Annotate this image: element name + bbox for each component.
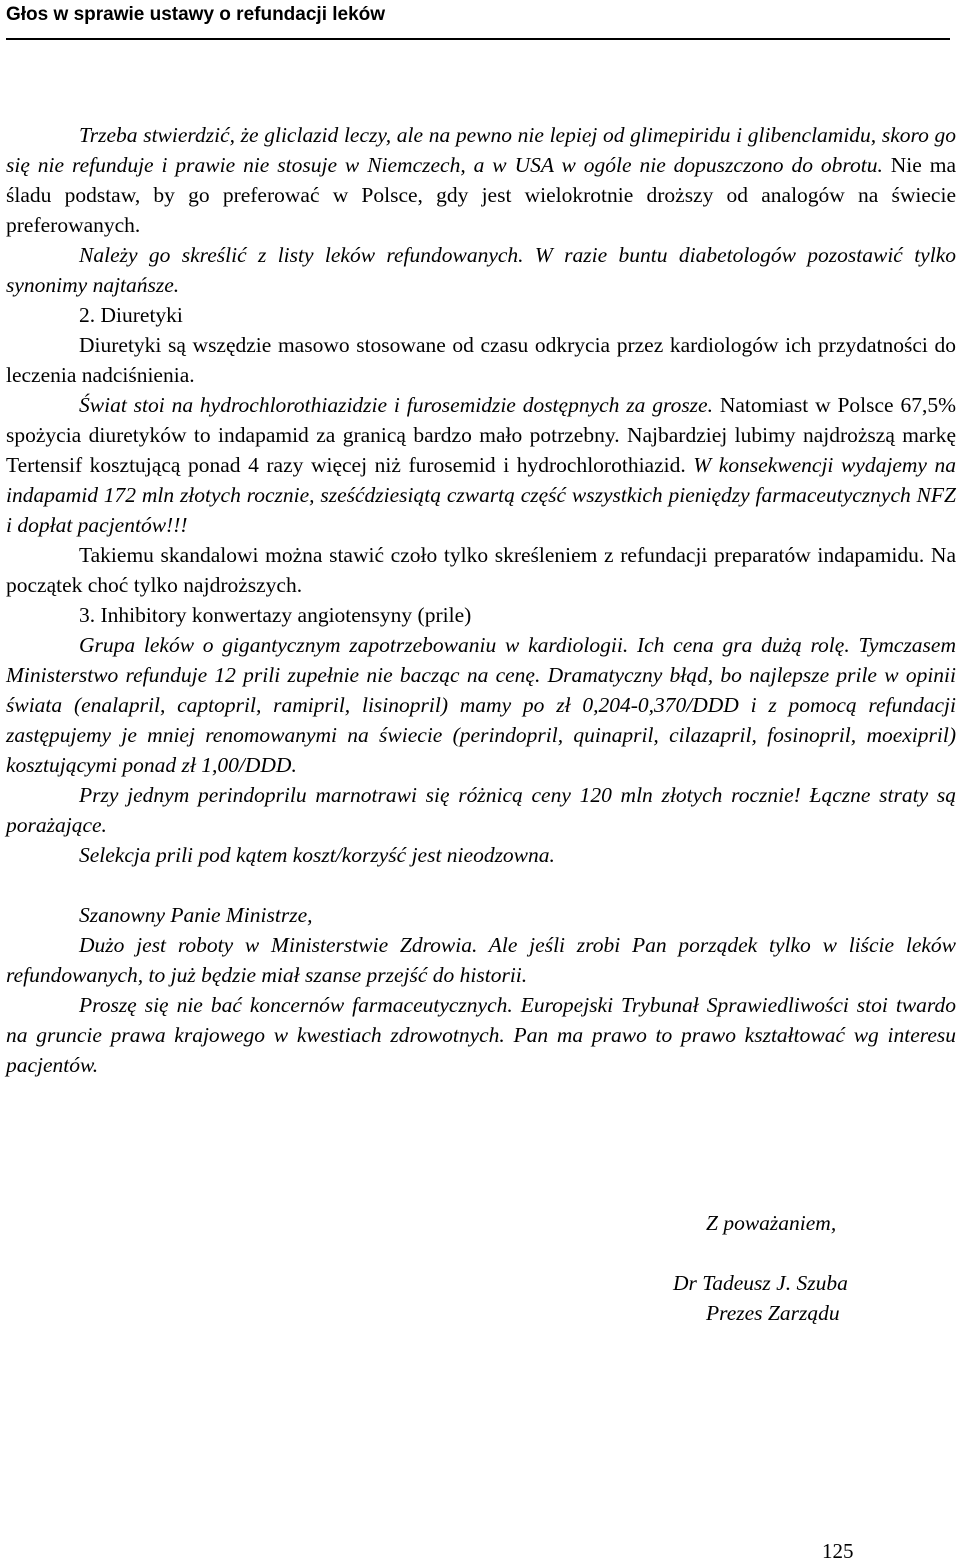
paragraph-indapamide	[6, 540, 956, 600]
paragraph-ace-inhibitors	[6, 630, 956, 780]
page-number: 125	[822, 1539, 854, 1563]
paragraph-perindopril: Przy jednym perindoprilu marnotrawi się różnicą ceny 120 mln złotych rocznie! Łączne straty są porażające.	[6, 783, 956, 837]
paragraph-part-a: Świat stoi na hydrochlorothiazidzie i furosemidzie dostępnych za grosze.	[79, 393, 720, 417]
signer-role: Prezes Zarządu	[706, 1301, 840, 1325]
section-heading-ace-inhibitors	[6, 600, 956, 630]
closing-phrase: Z poważaniem,	[706, 1211, 837, 1235]
paragraph-gap	[6, 870, 956, 900]
letter-body	[6, 120, 956, 1080]
paragraph-gliclazid-part-a: Trzeba stwierdzić, że gliclazid leczy, ale na pewno nie lepiej od glimepiridu i glibenclamidu, skoro go się nie refunduje i prawie nie stosuje w Niemczech, a w USA w ogóle nie dopuszczono do obrotu.	[6, 123, 956, 177]
paragraph-part-b: Tymczasem Ministerstwo refunduje 12 prili zupełnie nie bacząc na cenę. Dramatyczny błąd, bo najlepsze prile w opinii świata (enalapril, captopril, ramipril, lisinopril) mamy po zł 0,204-0,370/DDD i z pomocą refundacji zastępujemy je mniej renomowanymi na świecie (perindopril, quinapril, cilazapril, fosinopril, moexipril) kosztującymi ponad zł 1,00/DDD.	[6, 633, 956, 777]
paragraph-recommendation	[6, 240, 956, 300]
header-title: Głos w sprawie ustawy o refundacji leków	[6, 4, 386, 25]
paragraph-recommendation-part-a: Należy go skreślić z listy leków refundowanych.	[79, 243, 535, 267]
paragraph-part-c: W konsekwencji wydajemy na indapamid 172 mln złotych rocznie, sześćdziesiątą czwartą część wszystkich pieniędzy farmaceutycznych NFZ i dopłat pacjentów!!!	[6, 453, 956, 537]
paragraph-part-a: Takiemu skandalowi można stawić czoło tylko skreśleniem z refundacji preparatów indapamidu.	[79, 543, 931, 567]
section-title: Diuretyki	[100, 303, 183, 327]
paragraph-gliclazid-part-b: Nie ma śladu podstaw, by go preferować w Polsce, gdy jest wielokrotnie droższy od analogów na świecie preferowanych.	[6, 153, 957, 237]
section-title: Inhibitory konwertazy angiotensyny (prile)	[100, 603, 472, 627]
section-heading-diuretics	[6, 300, 956, 330]
paragraph-tribunal: Proszę się nie bać koncernów farmaceutycznych. Europejski Trybunał Sprawiedliwości stoi twardo na gruncie prawa krajowego w kwestiach zdrowotnych. Pan ma prawo to prawo kształtować wg interesu pacjentów.	[6, 993, 956, 1077]
section-number: 2.	[79, 303, 101, 327]
salutation: Szanowny Panie Ministrze,	[79, 903, 313, 927]
paragraph-part-b: Na początek choć tylko najdroższych.	[6, 543, 956, 597]
paragraph-part-b: Natomiast w Polsce 67,5% spożycia diuretyków to indapamid za granicą bardzo mało potrzebny. Najbardziej lubimy najdroższą markę Tertensif kosztującą ponad 4 razy więcej niż furosemid i hydrochlorothiazid.	[6, 393, 956, 477]
paragraph-recommendation-part-b: W razie buntu diabetologów pozostawić tylko synonimy najtańsze.	[6, 243, 956, 297]
section-number: 3.	[79, 603, 101, 627]
paragraph-gliclazid	[6, 120, 956, 240]
signer-name: Dr Tadeusz J. Szuba	[673, 1271, 848, 1295]
paragraph-part-a: Grupa leków o gigantycznym zapotrzebowaniu w kardiologii. Ich cena gra dużą rolę.	[79, 633, 859, 657]
paragraph-diuretics: Diuretyki są wszędzie masowo stosowane od czasu odkrycia przez kardiologów ich przydatności do leczenia nadciśnienia.	[6, 333, 956, 387]
paragraph-selection: Selekcja prili pod kątem koszt/korzyść jest nieodzowna.	[79, 843, 555, 867]
page-header	[6, 0, 950, 40]
paragraph-ministry: Dużo jest roboty w Ministerstwie Zdrowia. Ale jeśli zrobi Pan porządek tylko w liście leków refundowanych, to już będzie miał szanse przejść do historii.	[6, 933, 956, 987]
paragraph-hydrochlorothiazide	[6, 390, 956, 540]
